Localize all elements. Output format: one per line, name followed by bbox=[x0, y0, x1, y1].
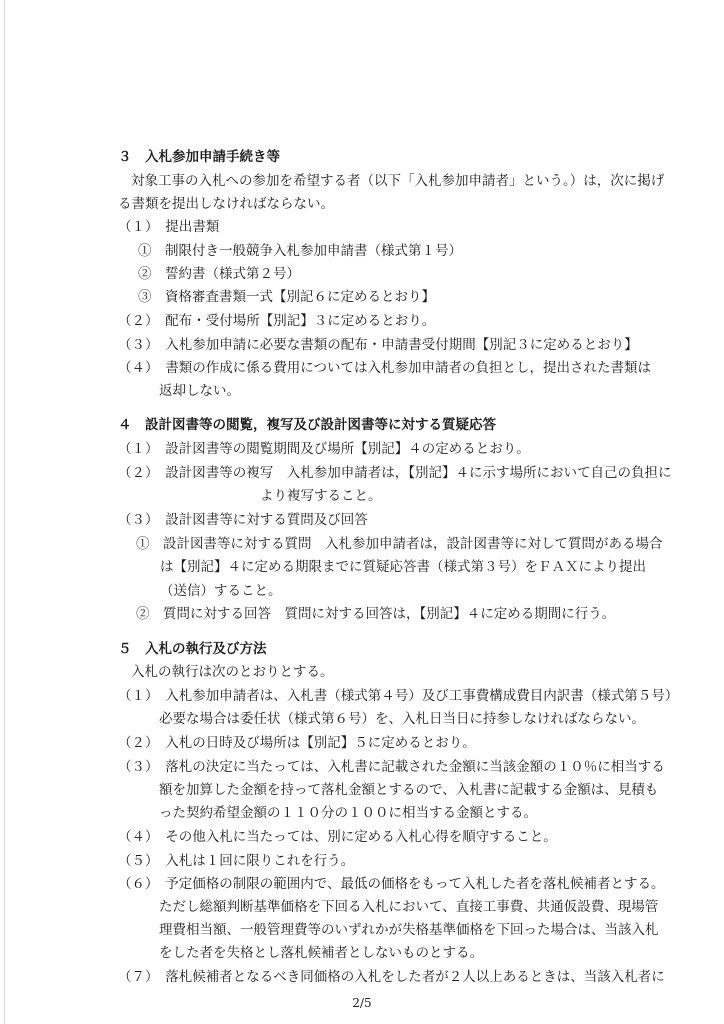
section-3-item-3: （３） 入札参加申請に必要な書類の配布・申請書受付期間【別記３に定めるとおり】 bbox=[118, 337, 638, 353]
section-5-intro: 入札の執行は次のとおりとする。 bbox=[131, 664, 334, 680]
section-4-item-2-line-2: より複写すること。 bbox=[260, 488, 382, 504]
section-3-heading: ３ 入札参加申請手続き等 bbox=[118, 149, 280, 165]
section-5-item-3-line-1: （３） 落札の決定に当たっては、入札書に記載された金額に当該金額の１０％に相当する bbox=[118, 759, 665, 775]
section-4-item-3-sub-1-line-1: ① 設計図書等に対する質問 入札参加申請者は，設計図書等に対して質問がある場合 bbox=[136, 536, 663, 552]
section-3-item-1-sub-2: ② 誓約書（様式第２号） bbox=[138, 266, 300, 282]
section-4-item-1: （１） 設計図書等の閲覧期間及び場所【別記】４の定めるとおり。 bbox=[118, 441, 530, 457]
section-5-item-3-line-3: った契約希望金額の１１０分の１００に相当する金額とする。 bbox=[159, 805, 537, 821]
section-3-item-1-sub-3: ③ 資格審査書類一式【別記６に定めるとおり】 bbox=[138, 289, 435, 305]
section-3-item-4-line-2: 返却しない。 bbox=[159, 383, 240, 399]
page-number: 2/5 bbox=[352, 996, 372, 1010]
section-3-item-1-label: （１） 提出書類 bbox=[118, 219, 220, 235]
section-5-item-3-line-2: 額を加算した金額を持って落札金額とするので、入札書に記載する金額は、見積も bbox=[159, 782, 659, 798]
section-5-item-6-line-4: をした者を失格とし落札候補者としないものとする。 bbox=[159, 945, 483, 961]
section-4-item-3-sub-1-line-2: は【別記】４に定める期限までに質疑応答書（様式第３号）をＦＡＸにより提出 bbox=[160, 559, 646, 575]
section-5-item-1-line-2: 必要な場合は委任状（様式第６号）を、入札日当日に持参しなければならない。 bbox=[159, 711, 645, 727]
section-5-heading: ５ 入札の執行及び方法 bbox=[118, 641, 267, 657]
scan-edge-line bbox=[4, 0, 5, 1024]
section-4-item-2-line-1: （２） 設計図書等の複写 入札参加申請者は，【別記】４に示す場所において自己の負担に bbox=[118, 465, 672, 481]
section-4-heading: ４ 設計図書等の閲覧，複写及び設計図書等に対する質疑応答 bbox=[118, 417, 496, 433]
section-5-item-6-line-2: ただし総額判断基準価格を下回る入札において、直接工事費、共通仮設費、現場管 bbox=[159, 899, 659, 915]
section-5-item-6-line-1: （６） 予定価格の制限の範囲内で、最低の価格をもって入札した者を落札候補者とする。 bbox=[118, 876, 665, 892]
section-5-item-7: （７） 落札候補者となるべき同価格の入札をした者が２人以上あるときは、当該入札者に bbox=[118, 969, 665, 985]
section-5-item-4: （４） その他入札に当たっては、別に定める入札心得を順守すること。 bbox=[118, 829, 557, 845]
section-5-item-1-line-1: （１） 入札参加申請者は、入札書（様式第４号）及び工事費構成費目内訳書（様式第５号） bbox=[118, 688, 679, 704]
section-3-item-2: （２） 配布・受付場所【別記】３に定めるとおり。 bbox=[118, 313, 436, 329]
section-5-item-6-line-3: 理費相当額、一般管理費等のいずれかが失格基準価格を下回った場合は、当該入札 bbox=[159, 922, 659, 938]
section-5-item-2: （２） 入札の日時及び場所は【別記】５に定めるとおり。 bbox=[118, 735, 476, 751]
section-5-item-5: （５） 入札は１回に限りこれを行う。 bbox=[118, 853, 355, 869]
section-3-item-1-sub-1: ① 制限付き一般競争入札参加申請書（様式第１号） bbox=[138, 243, 462, 259]
section-3-item-4-line-1: （４） 書類の作成に係る費用については入札参加申請者の負担とし，提出された書類は bbox=[118, 360, 651, 376]
section-4-item-3-sub-2: ② 質問に対する回答 質問に対する回答は，【別記】４に定める期間に行う。 bbox=[136, 606, 616, 622]
section-3-intro-line-2: る書類を提出しなければならない。 bbox=[118, 196, 334, 212]
section-4-item-3-label: （３） 設計図書等に対する質問及び回答 bbox=[118, 512, 368, 528]
section-3-intro-line-1: 対象工事の入札への参加を希望する者（以下「入札参加申請者」という。）は，次に掲げ bbox=[131, 173, 665, 189]
section-4-item-3-sub-1-line-3: （送信）すること。 bbox=[160, 583, 282, 599]
